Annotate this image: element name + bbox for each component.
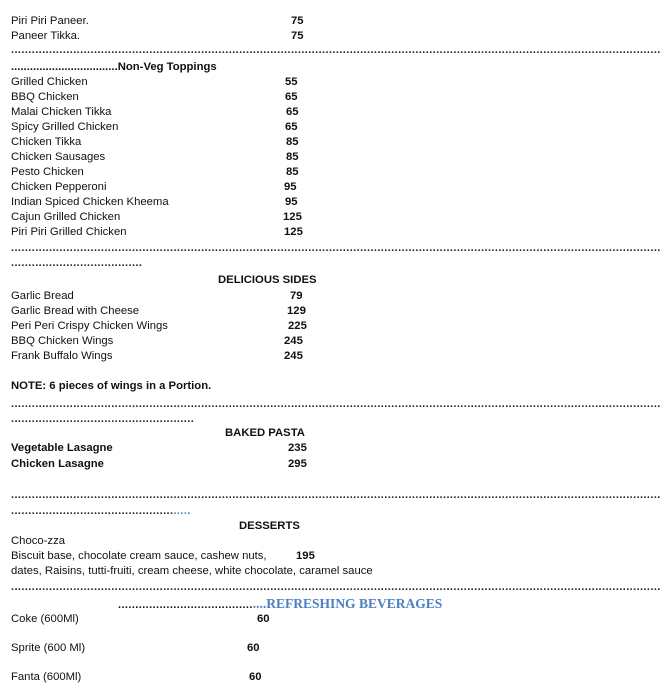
menu-item-name: Pesto Chicken: [11, 166, 84, 178]
menu-item-price: 125: [283, 211, 302, 223]
menu-item-name: Chicken Tikka: [11, 136, 82, 148]
menu-item-price: 55: [285, 76, 298, 88]
section-heading-beverages: ...........................................REFRESHING BEVERAGES: [118, 596, 443, 611]
menu-item-price: 85: [286, 136, 299, 148]
menu-item-price: 129: [287, 305, 306, 317]
dessert-item-name: Choco-zza: [11, 535, 65, 547]
menu-item-price: 85: [286, 166, 299, 178]
menu-item-name: Chicken Pepperoni: [11, 181, 107, 193]
dotted-divider: ....................................................: [11, 505, 191, 517]
menu-item-name: Indian Spiced Chicken Kheema: [11, 196, 169, 208]
menu-item-price: 60: [249, 671, 262, 683]
dotted-divider: ............................................................................................................................................................................................: [11, 44, 661, 56]
menu-item-price: 75: [291, 30, 304, 42]
menu-item-price: 195: [296, 550, 315, 562]
sides-note: NOTE: 6 pieces of wings in a Portion.: [11, 380, 212, 392]
menu-item-price: 235: [288, 442, 307, 454]
menu-item-price: 79: [290, 290, 303, 302]
menu-item-price: 95: [284, 181, 297, 193]
heading-leader-dots: ..................................: [11, 61, 118, 73]
menu-item-name: Vegetable Lasagne: [11, 442, 113, 454]
dotted-divider: ............................................................................................................................................................................................: [11, 242, 661, 254]
section-heading-sides: DELICIOUS SIDES: [218, 274, 317, 286]
dotted-divider: ............................................................................................................................................................................................: [11, 489, 661, 501]
menu-item-price: 245: [284, 335, 303, 347]
section-heading-desserts: DESSERTS: [239, 520, 300, 532]
menu-item-name: BBQ Chicken: [11, 91, 79, 103]
menu-item-name: Peri Peri Crispy Chicken Wings: [11, 320, 168, 332]
dotted-divider: ......................................: [11, 257, 143, 269]
menu-item-price: 295: [288, 458, 307, 470]
menu-item-name: Sprite (600 Ml): [11, 642, 86, 654]
menu-item-name: Grilled Chicken: [11, 76, 88, 88]
menu-item-price: 65: [285, 121, 298, 133]
menu-item-price: 65: [285, 91, 298, 103]
section-heading-nonveg: ..................................Non-Veg Toppings: [11, 61, 217, 73]
menu-item-name: Piri Piri Grilled Chicken: [11, 226, 127, 238]
menu-item-name: Piri Piri Paneer.: [11, 15, 89, 27]
menu-item-price: 65: [286, 106, 299, 118]
menu-item-name: Spicy Grilled Chicken: [11, 121, 119, 133]
menu-item-price: 75: [291, 15, 304, 27]
menu-item-name: Frank Buffalo Wings: [11, 350, 113, 362]
dessert-description: dates, Raisins, tutti-fruiti, cream cheese, white chocolate, caramel sauce: [11, 565, 373, 577]
menu-item-name: Cajun Grilled Chicken: [11, 211, 121, 223]
menu-item-price: 60: [247, 642, 260, 654]
menu-item-price: 125: [284, 226, 303, 238]
dotted-divider: ............................................................................................................................................................................................: [11, 581, 661, 593]
menu-item-price: 245: [284, 350, 303, 362]
dotted-divider: ............................................................................................................................................................................................: [11, 398, 661, 410]
menu-item-price: 95: [285, 196, 298, 208]
menu-item-name: Fanta (600Ml): [11, 671, 82, 683]
menu-item-name: Chicken Sausages: [11, 151, 106, 163]
menu-item-price: 85: [286, 151, 299, 163]
menu-item-name: Malai Chicken Tikka: [11, 106, 112, 118]
menu-item-price: 60: [257, 613, 270, 625]
menu-item-name: Paneer Tikka.: [11, 30, 81, 42]
menu-item-name: BBQ Chicken Wings: [11, 335, 114, 347]
section-heading-pasta: BAKED PASTA: [225, 427, 305, 439]
menu-item-name: Coke (600Ml): [11, 613, 79, 625]
dotted-divider: .....................................................: [11, 413, 195, 425]
menu-item-name: Garlic Bread with Cheese: [11, 305, 140, 317]
dessert-description: Biscuit base, chocolate cream sauce, cashew nuts,: [11, 550, 267, 562]
menu-item-name: Chicken Lasagne: [11, 458, 104, 470]
menu-item-price: 225: [288, 320, 307, 332]
heading-leader-dots: .......................................: [118, 599, 253, 611]
menu-item-name: Garlic Bread: [11, 290, 74, 302]
